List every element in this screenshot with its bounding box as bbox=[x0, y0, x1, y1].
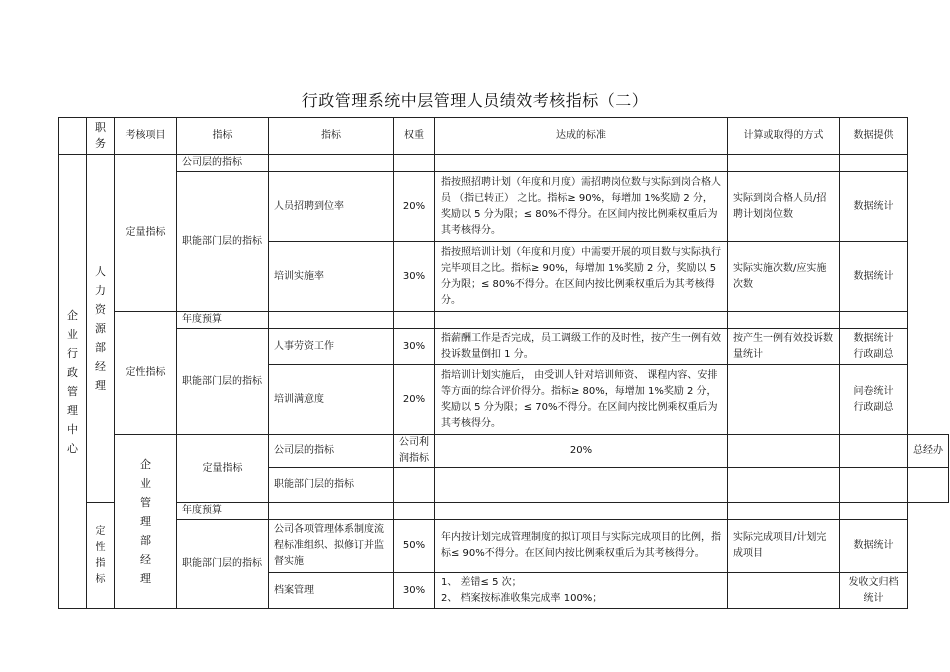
weight-cell: 30% bbox=[394, 573, 435, 609]
cell-empty bbox=[394, 312, 435, 329]
standard-cell: 指培训计划实施后， 由受训人针对培训师资、 课程内容、安排等方面的综合评价得分。指标≥ 80%，每增加 1%奖励 2 分，奖励以 5 分为限；≤ 70%不得分。在区间内按比例乘权重后为其考核得分。 bbox=[435, 365, 728, 435]
cell-empty bbox=[435, 155, 728, 172]
mgmt-qual-label: 定性指标 bbox=[87, 503, 115, 609]
header-data-source: 数据提供 bbox=[840, 118, 908, 155]
table-row bbox=[59, 155, 949, 172]
cell-empty bbox=[435, 503, 728, 520]
table-row bbox=[59, 312, 949, 329]
source-cell: 数据统计 bbox=[840, 172, 908, 242]
indicator-cell: 公司各项管理体系制度流程标准组织、拟修订并监督实施 bbox=[269, 520, 394, 573]
indicator-cell: 公司利润指标 bbox=[394, 435, 435, 468]
cell-empty bbox=[840, 155, 908, 172]
calc-cell: 实际实施次数/应实施次数 bbox=[728, 242, 840, 312]
source-cell: 数据统计 行政副总 bbox=[840, 329, 908, 365]
header-row bbox=[59, 118, 949, 155]
cell-empty bbox=[840, 312, 908, 329]
weight-cell: 30% bbox=[394, 242, 435, 312]
hr-quant-label: 定量指标 bbox=[115, 155, 177, 312]
center-label: 企 业 行 政 管 理 中 心 bbox=[59, 155, 87, 609]
cell-empty bbox=[728, 435, 840, 468]
hr-company-level: 公司层的指标 bbox=[177, 155, 269, 172]
header-position: 职 务 bbox=[87, 118, 115, 155]
mgmt-qual-dept-level: 职能部门层的指标 bbox=[177, 520, 269, 609]
mgmt-dept-level: 职能部门层的指标 bbox=[269, 468, 394, 503]
cell-empty bbox=[269, 155, 394, 172]
table-row bbox=[59, 435, 949, 468]
cell-empty bbox=[840, 468, 908, 503]
mgmt-quant-label: 定量指标 bbox=[177, 435, 269, 503]
source-cell: 数据统计 bbox=[840, 520, 908, 573]
header-indicator-1: 指标 bbox=[177, 118, 269, 155]
table-row bbox=[59, 520, 949, 573]
weight-cell: 20% bbox=[394, 365, 435, 435]
calc-cell bbox=[728, 573, 840, 609]
header-standard: 达成的标准 bbox=[435, 118, 728, 155]
cell-empty bbox=[840, 435, 908, 468]
source-cell: 发收文归档统计 bbox=[840, 573, 908, 609]
weight-cell: 30% bbox=[394, 329, 435, 365]
cell-empty bbox=[728, 312, 840, 329]
mgmt-company-level: 公司层的指标 bbox=[269, 435, 394, 468]
source-cell: 数据统计 bbox=[840, 242, 908, 312]
standard-cell: 1、 差错≤ 5 次； 2、 档案按标准收集完成率 100%； bbox=[435, 573, 728, 609]
hr-manager-position: 人 力 资 源 部 经 理 bbox=[87, 155, 115, 503]
calc-cell bbox=[728, 365, 840, 435]
cell-empty bbox=[394, 155, 435, 172]
weight-cell: 20% bbox=[435, 435, 728, 468]
indicator-cell: 人事劳资工作 bbox=[269, 329, 394, 365]
hr-qual-label: 定性指标 bbox=[115, 312, 177, 435]
header-assessment-item: 考核项目 bbox=[115, 118, 177, 155]
indicator-cell: 培训满意度 bbox=[269, 365, 394, 435]
hr-dept-level: 职能部门层的指标 bbox=[177, 172, 269, 312]
standard-cell: 年内按计划完成管理制度的拟订项目与实际完成项目的比例，指标≤ 90%不得分。在区间内按比例乘权重后为其考核得分。 bbox=[435, 520, 728, 573]
cell-empty bbox=[728, 155, 840, 172]
header-indicator-2: 指标 bbox=[269, 118, 394, 155]
cell-empty bbox=[728, 468, 840, 503]
kpi-table bbox=[58, 117, 949, 609]
header-blank bbox=[59, 118, 87, 155]
cell-empty bbox=[269, 312, 394, 329]
calc-cell: 按产生一例有效投诉数量统计 bbox=[728, 329, 840, 365]
source-cell: 问卷统计 行政副总 bbox=[840, 365, 908, 435]
cell-empty bbox=[435, 468, 728, 503]
cell-empty bbox=[908, 468, 949, 503]
page-title: 行政管理系统中层管理人员绩效考核指标（二） bbox=[301, 91, 649, 110]
cell-empty bbox=[269, 503, 394, 520]
hr-annual-budget: 年度预算 bbox=[177, 312, 269, 329]
calc-cell: 实际到岗合格人员/招聘计划岗位数 bbox=[728, 172, 840, 242]
cell-empty bbox=[435, 312, 728, 329]
indicator-cell: 档案管理 bbox=[269, 573, 394, 609]
indicator-cell: 培训实施率 bbox=[269, 242, 394, 312]
weight-cell: 50% bbox=[394, 520, 435, 573]
cell-empty bbox=[728, 503, 840, 520]
table-row bbox=[59, 329, 949, 365]
standard-cell: 指薪酬工作是否完成，员工调级工作的及时性，按产生一例有效投诉数量倒扣 1 分。 bbox=[435, 329, 728, 365]
calc-cell: 实际完成项目/计划完成项目 bbox=[728, 520, 840, 573]
hr-qual-dept-level: 职能部门层的指标 bbox=[177, 329, 269, 435]
standard-cell: 指按照招聘计划（年度和月度）需招聘岗位数与实际到岗合格人员 （指已转正） 之比。指标≥ 90%，每增加 1%奖励 2 分，奖励以 5 分为限；≤ 80%不得分。在区间内按比例乘权重后为其考核得分。 bbox=[435, 172, 728, 242]
mgmt-annual-budget: 年度预算 bbox=[177, 503, 269, 520]
standard-cell: 指按照培训计划（年度和月度）中需要开展的项目数与实际执行完毕项目之比。指标≥ 90%，每增加 1%奖励 2 分，奖励以 5 分为限；≤ 80%不得分。在区间内按比例乘权重后为其考核得分。 bbox=[435, 242, 728, 312]
header-calc-method: 计算或取得的方式 bbox=[728, 118, 840, 155]
cell-empty bbox=[394, 503, 435, 520]
source-cell: 总经办 bbox=[908, 435, 949, 468]
weight-cell: 20% bbox=[394, 172, 435, 242]
table-row bbox=[59, 172, 949, 242]
table-row bbox=[59, 503, 949, 520]
mgmt-manager-position: 企 业 管 理 部 经 理 bbox=[115, 435, 177, 609]
indicator-cell: 人员招聘到位率 bbox=[269, 172, 394, 242]
header-weight: 权重 bbox=[394, 118, 435, 155]
cell-empty bbox=[840, 503, 908, 520]
cell-empty bbox=[394, 468, 435, 503]
